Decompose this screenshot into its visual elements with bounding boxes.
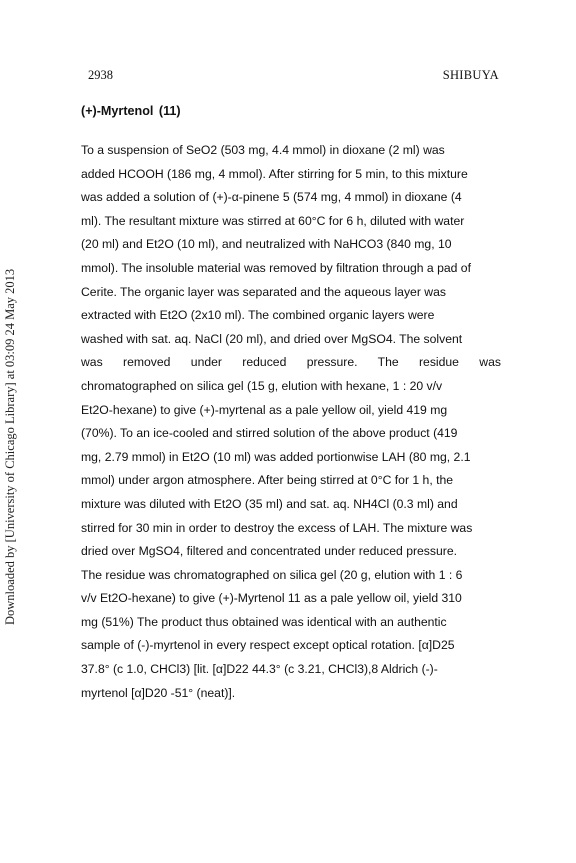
paragraph-line: Et2O-hexane) to give (+)-myrtenal as a pale yellow oil, yield 419 mg [81, 402, 448, 417]
paragraph-line: mixture was diluted with Et2O (35 ml) and sat. aq. NH4Cl (0.3 ml) and [81, 496, 458, 511]
paragraph-line: washed with sat. aq. NaCl (20 ml), and dried over MgSO4. The solvent [81, 331, 463, 346]
running-head: SHIBUYA [442, 68, 499, 82]
paragraph-line: sample of (-)-myrtenol in every respect except optical rotation. [α]D25 [81, 638, 455, 653]
paragraph-line: (70%). To an ice-cooled and stirred solution of the above product (419 [81, 426, 458, 441]
paragraph-line: mmol). The insoluble material was removed by filtration through a pad of [81, 260, 471, 275]
paragraph-line: To a suspension of SeO2 (503 mg, 4.4 mmol) in dioxane (2 ml) was [81, 143, 445, 157]
download-watermark: Downloaded by [University of Chicago Library] at 03:09 24 May 2013 [3, 268, 17, 625]
paragraph-line: mg, 2.79 mmol) in Et2O (10 ml) was added portionwise LAH (80 mg, 2.1 [81, 449, 471, 464]
paragraph-line: extracted with Et2O (2x10 ml). The combined organic layers were [81, 308, 435, 323]
paragraph-line: was removed under reduced pressure. The residue was [81, 355, 501, 370]
paragraph-line: mg (51%) The product thus obtained was identical with an authentic [81, 614, 447, 629]
paragraph-line: added HCOOH (186 mg, 4 mmol). After stirring for 5 min, to this mixture [81, 166, 468, 181]
paragraph-line: (20 ml) and Et2O (10 ml), and neutralized with NaHCO3 (840 mg, 10 [81, 237, 452, 252]
section-heading: (+)-Myrtenol (11) [81, 104, 181, 118]
paragraph-line: The residue was chromatographed on silica gel (20 g, elution with 1 : 6 [81, 567, 463, 582]
paragraph-line: myrtenol [α]D20 -51° (neat)]. [81, 685, 236, 700]
page-number: 2938 [88, 68, 113, 82]
paragraph-line: 37.8° (c 1.0, CHCl3) [lit. [α]D22 44.3° (c 3.21, CHCl3),8 Aldrich (-)- [81, 662, 438, 677]
paragraph-line: mmol) under argon atmosphere. After being stirred at 0°C for 1 h, the [81, 473, 454, 488]
paragraph-line: was added a solution of (+)-α-pinene 5 (574 mg, 4 mmol) in dioxane (4 [81, 190, 462, 205]
paragraph-line: v/v Et2O-hexane) to give (+)-Myrtenol 11 as a pale yellow oil, yield 310 [81, 591, 462, 606]
paragraph-line: stirred for 30 min in order to destroy the excess of LAH. The mixture was [81, 520, 473, 535]
paragraph-line: chromatographed on silica gel (15 g, elution with hexane, 1 : 20 v/v [81, 378, 443, 393]
paragraph-line: dried over MgSO4, filtered and concentrated under reduced pressure. [81, 544, 457, 559]
paragraph-line: Cerite. The organic layer was separated and the aqueous layer was [81, 284, 446, 299]
paragraph-line: ml). The resultant mixture was stirred at 60°C for 6 h, diluted with water [81, 213, 465, 228]
procedure-paragraph [81, 139, 501, 705]
